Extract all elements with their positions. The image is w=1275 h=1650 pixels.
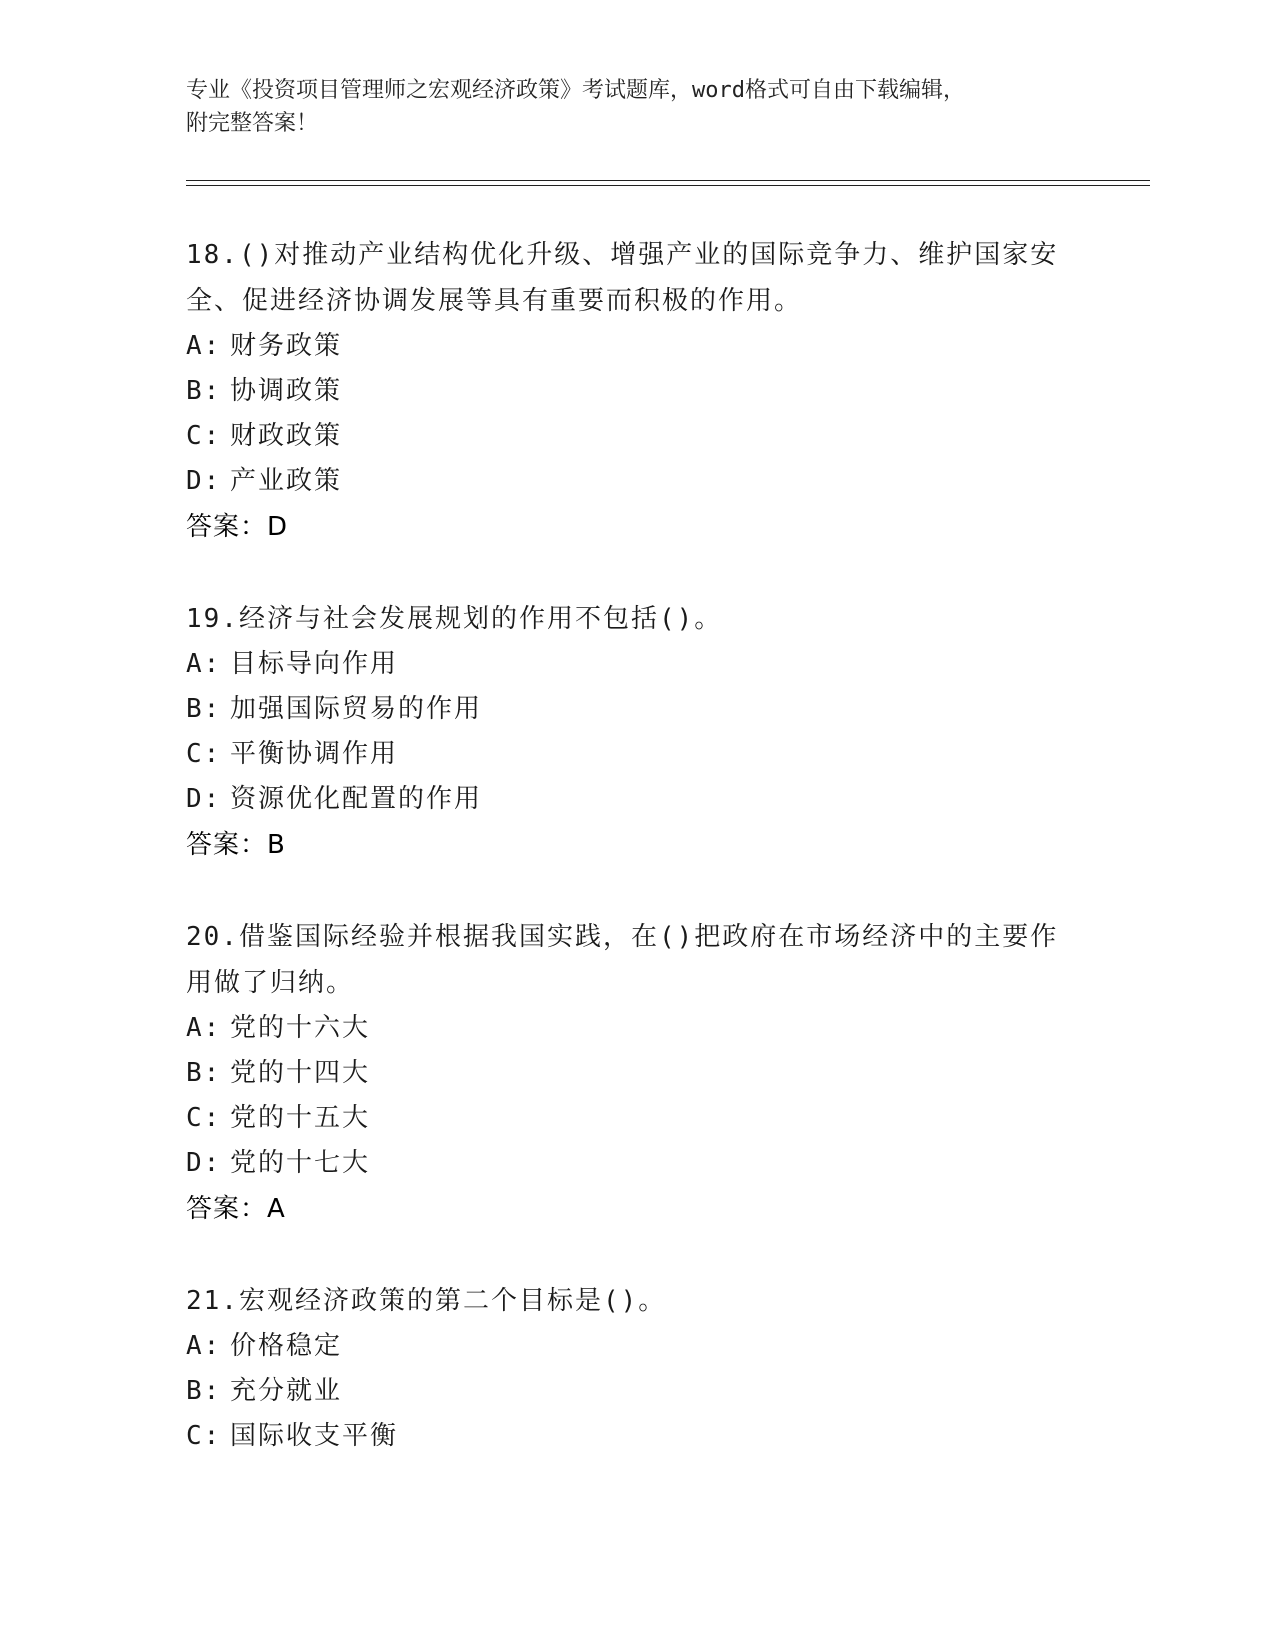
question-20 [186, 914, 1086, 1232]
option-letter: C: [186, 739, 222, 769]
option-letter: B: [186, 376, 222, 406]
header-line-2: 附完整答案！ [186, 111, 319, 136]
option-text: 平衡协调作用 [230, 739, 399, 769]
option-letter: C: [186, 1421, 222, 1451]
question-list [186, 232, 1086, 1505]
option-letter: D: [186, 1148, 222, 1178]
option-a [186, 324, 1086, 369]
answer-line: 答案：B [186, 830, 286, 860]
option-text: 目标导向作用 [230, 649, 399, 679]
option-letter: A: [186, 1013, 222, 1043]
option-text: 党的十七大 [230, 1148, 371, 1178]
option-letter: A: [186, 1331, 222, 1361]
option-letter: D: [186, 784, 222, 814]
answer-line: 答案：A [186, 1194, 286, 1224]
option-a [186, 1324, 1086, 1369]
header-rule-bottom [186, 185, 1150, 186]
option-text: 国际收支平衡 [230, 1421, 399, 1451]
option-text: 党的十六大 [230, 1013, 371, 1043]
question-stem-line: 全、促进经济协调发展等具有重要而积极的作用。 [186, 286, 803, 316]
option-b [186, 1051, 1086, 1096]
option-text: 财政政策 [230, 421, 343, 451]
question-stem-line: 用做了归纳。 [186, 968, 355, 998]
question-stem-line: 21.宏观经济政策的第二个目标是()。 [186, 1286, 667, 1316]
option-letter: B: [186, 694, 222, 724]
question-19 [186, 596, 1086, 868]
answer-line: 答案：D [186, 512, 289, 542]
option-c [186, 1096, 1086, 1141]
option-b [186, 1369, 1086, 1414]
option-text: 充分就业 [230, 1376, 343, 1406]
header-line-1: 专业《投资项目管理师之宏观经济政策》考试题库，word格式可自由下载编辑， [186, 78, 965, 103]
option-a [186, 1006, 1086, 1051]
question-stem-line: 19.经济与社会发展规划的作用不包括()。 [186, 604, 723, 634]
option-text: 财务政策 [230, 331, 343, 361]
option-b [186, 369, 1086, 414]
question-18 [186, 232, 1086, 550]
option-c [186, 414, 1086, 459]
option-b [186, 687, 1086, 732]
option-letter: A: [186, 331, 222, 361]
option-letter: B: [186, 1376, 222, 1406]
option-letter: C: [186, 421, 222, 451]
question-stem-line: 18.()对推动产业结构优化升级、增强产业的国际竞争力、维护国家安 [186, 240, 1059, 270]
option-letter: C: [186, 1103, 222, 1133]
option-d [186, 1141, 1086, 1186]
option-c [186, 732, 1086, 777]
option-text: 价格稳定 [230, 1331, 343, 1361]
option-d [186, 459, 1086, 504]
option-text: 协调政策 [230, 376, 343, 406]
option-letter: D: [186, 466, 222, 496]
option-letter: B: [186, 1058, 222, 1088]
header-rule-top [186, 180, 1150, 181]
option-letter: A: [186, 649, 222, 679]
question-21 [186, 1278, 1086, 1459]
option-c [186, 1414, 1086, 1459]
option-text: 产业政策 [230, 466, 343, 496]
document-header [186, 74, 1066, 140]
option-text: 资源优化配置的作用 [230, 784, 483, 814]
question-stem-line: 20.借鉴国际经验并根据我国实践，在()把政府在市场经济中的主要作 [186, 922, 1059, 952]
option-text: 加强国际贸易的作用 [230, 694, 483, 724]
option-text: 党的十五大 [230, 1103, 371, 1133]
option-a [186, 642, 1086, 687]
option-text: 党的十四大 [230, 1058, 371, 1088]
option-d [186, 777, 1086, 822]
